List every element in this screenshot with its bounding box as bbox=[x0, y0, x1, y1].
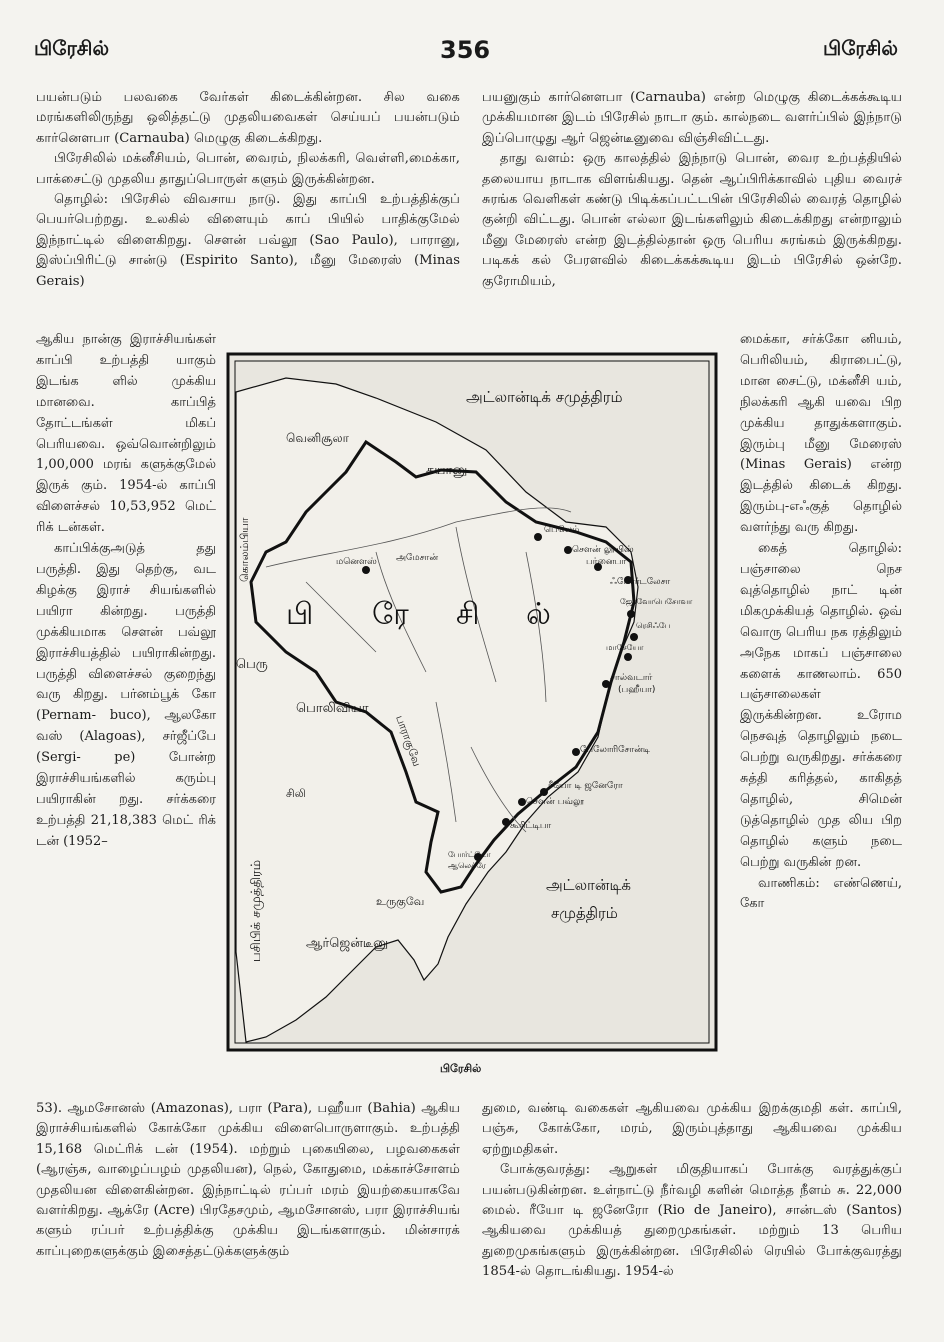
city-label: ரீயோ டி ஜனேரோ bbox=[548, 781, 623, 791]
neighbor-label: பாராகுவே bbox=[393, 713, 424, 769]
map-caption: பிரேசில் bbox=[440, 1062, 482, 1075]
right-narrow-column bbox=[740, 330, 902, 915]
right-column-top bbox=[482, 88, 902, 292]
city-label: சால்வடார் bbox=[610, 673, 653, 683]
paragraph: போக்குவரத்து: ஆறுகள் மிகுதியாகப் போக்கு வரத்துக்குப் பயன்படுகின்றன. உள்நாட்டு நீர்வழி களின் மொத்த நீளம் சு. 22,000 மைல். ரீயோ டி ஜனேரோ (Rio de Janeiro), சான்டஸ் (Santos) ஆகியவை முக்கியத் துறைமுகங்கள். மற்றும் 13 பெரிய துறைமுகங்களும் இருக்கின்றன. பிரேசிலில் ரெயில் போக்குவரத்து 1854-ல் தொடங்கியது. 1954-ல் bbox=[482, 1162, 902, 1280]
running-header-right: பிரேசில் bbox=[822, 36, 898, 60]
paragraph: வாணிகம்: எண்ணெய், கோ bbox=[740, 875, 902, 912]
paragraph: பிரேசிலில் மக்னீசியம், பொன், வைரம், நிலக்கரி, வெள்ளி,மைக்கா, பாக்சைட்டு முதலிய தாதுப்பொருள் களும் இருக்கின்றன. bbox=[36, 151, 460, 187]
left-column-bottom bbox=[36, 1099, 460, 1262]
country-letter: ல் bbox=[526, 597, 551, 632]
city-label: அமேசான் bbox=[396, 553, 439, 563]
paragraph: துமை, வண்டி வகைகள் ஆகியவை முக்கிய இறக்குமதி கள். காப்பி, பஞ்சு, கோக்கோ, மரம், இரும்புத்தாது ஆகியவை முக்கிய ஏற்றுமதிகள். bbox=[482, 1101, 902, 1157]
neighbor-label: சிலி bbox=[286, 787, 306, 800]
paragraph: காப்பிக்குஅடுத் தது பருத்தி. இது தெற்கு, வட கிழக்கு இராச் சியங்களில் பயிரா கின்றது. பருத்தி முக்கியமாக சௌன் பவ்லூ இராச்சியத்தில் பயிராகின்றது. பருத்தி விளைச்சல் குறைந்து வரு கிறது. பர்னம்பூக் கோ (Pernam- buco), ஆலகோ வஸ் (Alagoas), சர்ஜீப்பே (Sergi- pe) போன்ற இராச்சியங்களில் கரும்பு பயிராகின் றது. சர்க்கரை உற்பத்தி 21,18,383 மெட் ரிக் டன் (1952– bbox=[36, 541, 216, 849]
neighbor-label: ஆர்ஜென்டீனு bbox=[306, 936, 389, 951]
page-number: 356 bbox=[440, 36, 491, 64]
city-label: ஆலெக்ரே bbox=[448, 861, 486, 870]
paragraph: ஆகிய நான்கு இராச்சியங்கள் காப்பி உற்பத்தி யாகும் இடங்க ளில் முக்கிய மானவை. காப்பித் தோட்டங்கள் மிகப் பெரியவை. ஒவ்வொன்றிலும் 1,00,000 மரங் களுக்குமேல் இருக் கும். 1954-ல் காப்பி விளைச்சல் 10,53,952 மெட் ரிக் டன்கள். bbox=[36, 332, 216, 536]
city-label: சௌன் லூயிஸ் bbox=[572, 545, 634, 555]
paragraph: தொழில்: பிரேசில் விவசாய நாடு. இது காப்பி உற்பத்திக்குப் பெயர்பெற்றது. உலகில் விளையும் காப் பியில் பாதிக்குமேல் இந்நாட்டில் விளைகிறது. சௌன் பவ்லூ (Sao Paulo), பாரானு, இஸ்ப்பிரிட்டு சான்டு (Espirito Santo), மீனு மேரைஸ் (Minas Gerais) bbox=[36, 192, 460, 289]
country-letter: ரே bbox=[372, 597, 409, 632]
paragraph: மைக்கா, சர்க்கோ னியம், பெரிலியம், கிராபைட்டு, மான சைட்டு, மக்னீசி யம், நிலக்கரி ஆகி யவை பிற முக்கிய தாதுக்களாகும். இரும்பு மீனு மேரைஸ் (Minas Gerais) என்ற இடத்தில் கிடைக் கிறது. இரும்பு-எஃகுத் தொழில் வளர்ந்து வரு கிறது. bbox=[740, 332, 902, 536]
ocean-north-label: அட்லான்டிக் சமுத்திரம் bbox=[466, 388, 623, 406]
paragraph: தாது வளம்: ஒரு காலத்தில் இந்நாடு பொன், வைர உற்பத்தியில் தலையாய நாடாக விளங்கியது. தென் ஆப்பிரிக்காவில் புதிய வைரச் சுரங்க வெளிகள் கண்டு பிடிக்கப்பட்டபின் பிரேசிலில் வைரத் தொழில் குன்றி விட்டது. பொன் எல்லா இடங்களிலும் கிடைக்கிறது என்றாலும் மீனு மேரைஸ் என்ற இடத்தில்தான் ஒரு பெரிய சுரங்கம் இருக்கிறது. படிகக் கல் பேரளவில் கிடைக்கக்கூடிய இடம் பிரேசில் ஒன்றே. குரோமியம், bbox=[482, 151, 902, 289]
city-label: பர்னைபா bbox=[586, 557, 627, 567]
pacific-label: பசிபிக் சமுத்திரம் bbox=[249, 859, 264, 962]
neighbor-label: பொலிவியா bbox=[296, 701, 369, 716]
ocean-south-label: சமுத்திரம் bbox=[551, 904, 618, 922]
country-letter: பி bbox=[286, 597, 314, 632]
left-narrow-column bbox=[36, 330, 216, 853]
city-label: பேலோரிசோன்டி bbox=[580, 745, 651, 755]
neighbor-label: உருகுவே bbox=[376, 895, 425, 908]
city-label: பெலெம் bbox=[544, 525, 580, 535]
running-header-left: பிரேசில் bbox=[34, 36, 110, 60]
right-column-bottom bbox=[482, 1099, 902, 1283]
city-label: மாசேயோ bbox=[606, 643, 644, 652]
paragraph: பயன்படும் பலவகை வேர்கள் கிடைக்கின்றன. சில வகை மரங்களிலிருந்து ஒலித்தட்டு முதலியவைகள் செய்யப் பயன்படும் கார்னௌபா (Carnauba) மெழுகு கிடைக்கிறது. bbox=[36, 90, 460, 146]
city-label: ஃபோர்டலேசா bbox=[610, 577, 671, 587]
city-label: ஜோவோபெசோவா bbox=[620, 597, 693, 606]
ocean-south-label: அட்லான்டிக் bbox=[546, 876, 631, 894]
city-label: கூரிட்டிபா bbox=[510, 821, 552, 831]
country-letter: சி bbox=[456, 597, 480, 632]
paragraph: கைத் தொழில்: பஞ்சாலை நெச வுத்தொழில் நாட் டின் மிகமுக்கியத் தொழில். ஒவ் வொரு பெரிய நக ரத்திலும் அநேக மாகப் பஞ்சாலை களைக் காணலாம். 650 பஞ்சாலைகள் இருக்கின்றன. உரோம நெசவுத் தொழிலும் நடை பெற்று வருகிறது. சர்க்கரை சுத்தி கரித்தல், காகிதத் தொழில், சிமென் டுத்தொழில் முத லிய பிற தொழில் களும் நடை பெற்று வருகின் றன. bbox=[740, 541, 902, 870]
paragraph: பயனுகும் கார்னௌபா (Carnauba) என்ற மெழுகு கிடைக்கக்கூடிய முக்கியமான இடம் பிரேசில் நாடா கும். கால்நடை வளர்ப்பில் இந்நாடு இப்பொழுது ஆர் ஜென்டீனுவை விஞ்சிவிட்டது. bbox=[482, 90, 902, 146]
city-label: (பஹீயா) bbox=[618, 685, 656, 695]
brazil-map bbox=[226, 352, 718, 1052]
city-label: ரெசிஃபே bbox=[636, 621, 671, 630]
neighbor-label: பெரு bbox=[236, 657, 268, 672]
paragraph: 53). ஆமசோனஸ் (Amazonas), பரா (Para), பஹீயா (Bahia) ஆகிய இராச்சியங்களில் கோக்கோ முக்கிய விளைபொருளாகும். உற்பத்தி 15,168 மெட்ரிக் டன் (1954). மற்றும் புகையிலை, பழவகைகள் (ஆரஞ்சு, வாழைப்பழம் முதலியன), நெல், கோதுமை, மக்காச்சோளம் முதலியன விளைகின்றன. இந்நாட்டில் ரப்பர் மரம் இயற்கையாகவே வளர்கிறது. ஆக்ரே (Acre) பிரதேசமும், ஆமசோனஸ், பரா இராச்சியங் களும் ரப்பர் உற்பத்திக்கு முக்கிய இடங்களாகும். மின்சாரக் காப்புறைகளுக்கும் இசைத்தட்டுக்களுக்கும் bbox=[36, 1101, 460, 1259]
city-label: போர்ட்டோ bbox=[448, 850, 491, 859]
neighbor-label: கயானு bbox=[426, 463, 468, 478]
left-column-top bbox=[36, 88, 460, 292]
city-label: சௌன் பவ்லூ bbox=[526, 797, 585, 807]
neighbor-label: வெனிசூலா bbox=[286, 431, 349, 445]
city-label: மனௌஸ் bbox=[336, 557, 377, 567]
neighbor-label: கொலம்பியா bbox=[238, 517, 251, 582]
